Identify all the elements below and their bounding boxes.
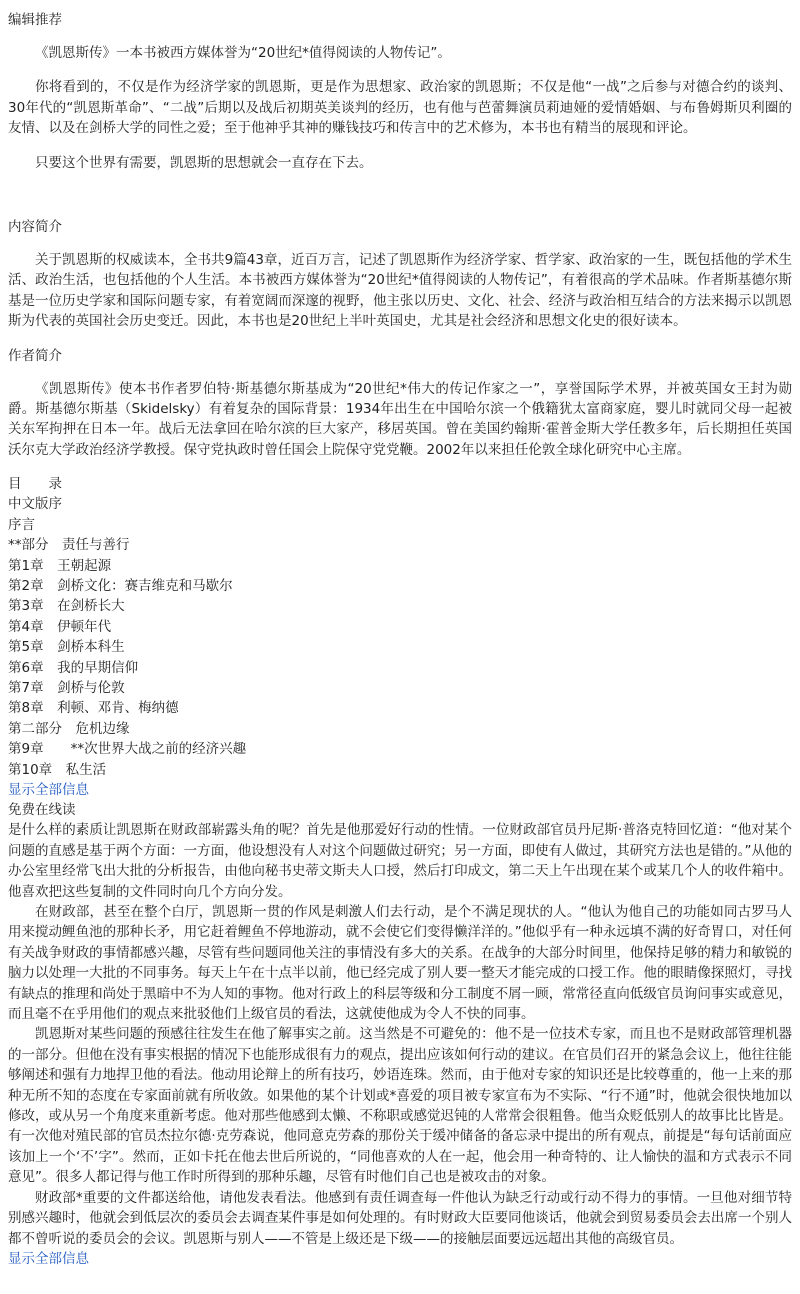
author-intro-title: 作者简介 [8, 347, 62, 364]
toc-item: 第1章 王朝起源 [8, 557, 112, 574]
toc-show-all-link[interactable]: 显示全部信息 [8, 781, 89, 798]
free-reading-section [8, 800, 792, 1269]
toc-item: 第9章 **次世界大战之前的经济兴趣 [8, 741, 247, 758]
content-summary-title: 内容简介 [8, 219, 62, 236]
toc-item: 第3章 在剑桥长大 [8, 598, 125, 615]
editor-recommendation-title: 编辑推荐 [8, 12, 62, 28]
toc-item: 第2章 剑桥文化：赛吉维克和马歇尔 [8, 577, 233, 594]
toc-item: 第10章 私生活 [8, 761, 107, 778]
toc-item: 第6章 我的早期信仰 [8, 659, 139, 676]
toc-item: 第二部分 危机边缘 [8, 720, 130, 737]
content-summary-section [8, 217, 792, 332]
editor-paragraph: 你将看到的，不仅是作为经济学家的凯恩斯，更是作为思想家、政治家的凯恩斯；不仅是他“一战”之后参与对德合约的谈判、30年代的“凯恩斯革命”、“二战”后期以及战后初期英美谈判的经历，也有他与芭蕾舞演员莉迪娅的爱情婚姻、与布鲁姆斯贝利圈的友情、以及在剑桥大学的同性之爱；至于他神乎其神的赚钱技巧和传言中的艺术修为，本书也有精当的展现和评论。 [8, 79, 792, 137]
author-intro-section [8, 346, 792, 461]
toc-title: 目 录 [8, 476, 62, 493]
toc-item: 中文版序 [8, 496, 62, 513]
reading-paragraph: 凯恩斯对某些问题的预感往往发生在他了解事实之前。这当然是不可避免的：他不是一位技术专家，而且也不是财政部管理机器的一部分。但他在没有事实根据的情况下也能形成很有力的观点，提出应该如何行动的建议。在官员们召开的紧急会议上，他往往能够阐述和强有力地捍卫他的看法。他动用论辩上的所有技巧，妙语连珠。然而，由于他对专家的知识还是比较尊重的，他一上来的那种无所不知的态度在专家面前就有所收敛。如果他的某个计划或*喜爱的项目被专家宣布为不实际、“行不通”时，他就会很快地加以修改，或从另一个角度来重新考虑。他对那些他感到太懒、不称职或感觉迟钝的人常常会很粗鲁。他当众贬低别人的故事比比皆是。有一次他对殖民部的官员杰拉尔德·克劳森说，他同意克劳森的那份关于缓冲储备的备忘录中提出的所有观点，前提是“每句话前面应该加上一个‘不’字”。然而，正如卡托在他去世后所说的，“同他喜欢的人在一起，他会用一种奇特的、让人愉快的温和方式表示不同意见”。很多人都记得与他工作时所得到的那种乐趣，尽管有时他们自己也是被攻击的对象。 [8, 1026, 792, 1186]
editor-paragraph: 《凯恩斯传》一本书被西方媒体誉为“20世纪*值得阅读的人物传记”。 [35, 45, 451, 61]
reading-paragraph: 是什么样的素质让凯恩斯在财政部崭露头角的呢？首先是他那爱好行动的性情。一位财政部官员丹尼斯·普洛克特回忆道：“他对某个问题的直感是基于两个方面：一方面，他设想没有人对这个问题做过研究；另一方面，即使有人做过，其研究方法也是错的。”从他的办公室里经常飞出大批的分析报告，由他向秘书史蒂文斯夫人口授，然后打印成文，第二天上午出现在某个或某几个人的收件箱中。他喜欢把这些复制的文件同时向几个方向分发。 [8, 822, 792, 900]
toc-item: 第4章 伊顿年代 [8, 618, 112, 635]
toc-item: 第5章 剑桥本科生 [8, 639, 125, 656]
toc-item: 第8章 利顿、邓肯、梅纳德 [8, 700, 179, 717]
table-of-contents-section [8, 474, 792, 800]
toc-item: 序言 [8, 516, 35, 533]
toc-item: **部分 责任与善行 [8, 537, 130, 554]
free-reading-title: 免费在线读 [8, 802, 76, 819]
author-paragraph: 《凯恩斯传》使本书作者罗伯特·斯基德尔斯基成为“20世纪*伟大的传记作家之一”，享誉国际学术界，并被英国女王封为勋爵。斯基德尔斯基（Skidelsky）有着复杂的国际背景：1934年出生在中国哈尔滨一个俄籍犹太富商家庭，婴儿时就同父母一起被关东军拘押在日本一年。战后无法拿回在哈尔滨的巨大家产，移居英国。曾在美国约翰斯·霍普金斯大学任教多年，后长期担任英国沃尔克大学政治经济学教授。保守党执政时曾任国会上院保守党党鞭。2002年以来担任伦敦全球化研究中心主席。 [8, 380, 792, 458]
reading-paragraph: 在财政部，甚至在整个白厅，凯恩斯一贯的作风是刺激人们去行动，是个不满足现状的人。“他认为他自己的功能如同古罗马人用来搅动鲤鱼池的那种长矛，用它赶着鲤鱼不停地游动，就不会使它们变得懒洋洋的。”他似乎有一种永远填不满的好奇胃口，对任何有关战争财政的事情都感兴趣，尽管有些问题同他关注的事情没有多大的关系。在战争的大部分时间里，他保持足够的精力和敏锐的脑力以处理一大批的不同事务。每天上午在十点半以前，他已经完成了别人要一整天才能完成的口授工作。他的眼睛像探照灯，寻找有缺点的推理和尚处于黑暗中不为人知的事物。他对行政上的科层等级和分工制度不屑一顾，常常径直向低级官员询问事实或意见，而且毫不在乎用他们的观点来批驳他们上级官员的看法，这就使他成为令人不快的同事。 [8, 904, 792, 1023]
editor-recommendation-section [8, 0, 792, 173]
reading-paragraph: 财政部*重要的文件都送给他，请他发表看法。他感到有责任调查每一件他认为缺乏行动或行动不得力的事情。一旦他对细节特别感兴趣时，他就会到低层次的委员会去调查某件事是如何处理的。有时财政大臣要同他谈话，他就会到贸易委员会去出席一个别人都不曾听说的委员会的会议。凯恩斯与别人——不管是上级还是下级——的接触层面要远远超出其他的高级官员。 [8, 1189, 792, 1247]
editor-paragraph: 只要这个世界有需要，凯恩斯的思想就会一直存在下去。 [35, 154, 373, 171]
reading-show-all-link[interactable]: 显示全部信息 [8, 1250, 89, 1267]
summary-paragraph: 关于凯恩斯的权威读本，全书共9篇43章，近百万言，记述了凯恩斯作为经济学家、哲学家、政治家的一生，既包括他的学术生活、政治生活，也包括他的个人生活。本书被西方媒体誉为“20世纪*值得阅读的人物传记”，有着很高的学术品味。作者斯基德尔斯基是一位历史学家和国际问题专家，有着宽阔而深邃的视野，他主张以历史、文化、社会、经济与政治相互结合的方法来揭示以凯恩斯为代表的英国社会历史变迁。因此，本书也是20世纪上半叶英国史，尤其是社会经济和思想文化史的很好读本。 [8, 252, 792, 330]
toc-item: 第7章 剑桥与伦敦 [8, 679, 125, 696]
